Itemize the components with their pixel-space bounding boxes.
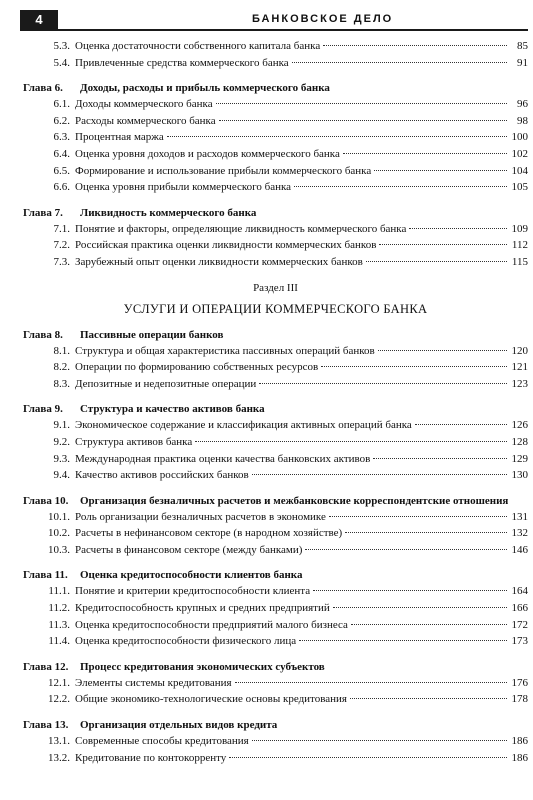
chapter-label: Глава 13. bbox=[23, 719, 69, 732]
chapter-title: Организация безналичных расчетов и межбанковские корреспондентские отношения bbox=[80, 494, 509, 507]
entry-page: 132 bbox=[511, 527, 528, 540]
chapter-title: Доходы, расходы и прибыль коммерческого банка bbox=[80, 82, 330, 95]
entry-number: 7.1. bbox=[53, 222, 70, 235]
entry-page: 186 bbox=[511, 751, 528, 764]
entry-page: 131 bbox=[511, 510, 528, 523]
table-of-contents bbox=[23, 38, 528, 766]
entry-title: Кредитоспособность крупных и средних предприятий bbox=[75, 602, 330, 615]
entry-page: 123 bbox=[511, 377, 528, 390]
entry-number: 7.3. bbox=[53, 255, 70, 268]
chapter-heading bbox=[23, 401, 528, 417]
entry-number: 10.2. bbox=[48, 527, 70, 540]
dot-leader bbox=[219, 120, 507, 121]
running-title: БАНКОВСКОЕ ДЕЛО bbox=[252, 13, 394, 25]
chapter-label: Глава 8. bbox=[23, 328, 63, 341]
entry-number: 8.3. bbox=[53, 377, 70, 390]
entry-number: 5.4. bbox=[53, 56, 70, 69]
entry-page: 128 bbox=[511, 435, 528, 448]
entry-title: Расчеты в нефинансовом секторе (в народном хозяйстве) bbox=[75, 527, 343, 540]
chapter-label: Глава 6. bbox=[23, 82, 63, 95]
dot-leader bbox=[350, 698, 507, 699]
toc-entry bbox=[23, 129, 528, 146]
chapter-heading bbox=[23, 205, 528, 221]
chapter-heading bbox=[23, 717, 528, 733]
dot-leader bbox=[329, 516, 507, 517]
chapter-label: Глава 11. bbox=[23, 569, 68, 582]
dot-leader bbox=[378, 350, 507, 351]
toc-entry bbox=[23, 96, 528, 113]
entry-title: Оценка кредитоспособности предприятий малого бизнеса bbox=[75, 618, 348, 631]
entry-page: 104 bbox=[511, 164, 528, 177]
toc-entry bbox=[23, 55, 528, 72]
dot-leader bbox=[333, 607, 507, 608]
entry-number: 6.3. bbox=[53, 131, 70, 144]
entry-number: 7.2. bbox=[53, 239, 70, 252]
entry-title: Расходы коммерческого банка bbox=[75, 114, 216, 127]
toc-entry bbox=[23, 525, 528, 542]
entry-title: Оценка уровня доходов и расходов коммерческого банка bbox=[75, 147, 340, 160]
entry-title: Процентная маржа bbox=[75, 131, 164, 144]
entry-title: Роль организации безналичных расчетов в экономике bbox=[75, 510, 326, 523]
dot-leader bbox=[313, 590, 507, 591]
dot-leader bbox=[299, 640, 507, 641]
toc-entry bbox=[23, 434, 528, 451]
entry-page: 172 bbox=[511, 618, 528, 631]
entry-page: 98 bbox=[517, 114, 528, 127]
entry-title: Расчеты в финансовом секторе (между банками) bbox=[75, 543, 303, 556]
toc-entry bbox=[23, 675, 528, 692]
entry-title: Структура и общая характеристика пассивных операций банков bbox=[75, 344, 375, 357]
dot-leader bbox=[195, 441, 507, 442]
entry-page: 120 bbox=[511, 344, 528, 357]
dot-leader bbox=[415, 424, 507, 425]
entry-number: 11.3. bbox=[48, 618, 70, 631]
entry-page: 105 bbox=[511, 181, 528, 194]
dot-leader bbox=[343, 153, 507, 154]
toc-entry bbox=[23, 179, 528, 196]
entry-number: 10.3. bbox=[48, 543, 70, 556]
entry-number: 6.5. bbox=[53, 164, 70, 177]
chapter-title: Структура и качество активов банка bbox=[80, 403, 265, 416]
entry-page: 102 bbox=[511, 147, 528, 160]
toc-entry bbox=[23, 617, 528, 634]
dot-leader bbox=[292, 62, 507, 63]
entry-title: Современные способы кредитования bbox=[75, 735, 249, 748]
entry-number: 12.2. bbox=[48, 693, 70, 706]
entry-number: 8.2. bbox=[53, 361, 70, 374]
section-label: Раздел III bbox=[253, 281, 298, 294]
dot-leader bbox=[167, 136, 507, 137]
entry-title: Кредитование по контокорренту bbox=[75, 751, 227, 764]
toc-entry bbox=[23, 509, 528, 526]
entry-page: 126 bbox=[511, 419, 528, 432]
toc-entry bbox=[23, 254, 528, 271]
dot-leader bbox=[321, 366, 507, 367]
entry-title: Качество активов российских банков bbox=[75, 469, 249, 482]
dot-leader bbox=[294, 186, 507, 187]
toc-entry bbox=[23, 237, 528, 254]
entry-page: 178 bbox=[511, 693, 528, 706]
entry-number: 13.1. bbox=[48, 735, 70, 748]
entry-title: Элементы системы кредитования bbox=[75, 676, 232, 689]
dot-leader bbox=[373, 458, 507, 459]
chapter-label: Глава 7. bbox=[23, 206, 63, 219]
entry-number: 13.2. bbox=[48, 751, 70, 764]
dot-leader bbox=[252, 740, 507, 741]
entry-title: Привлеченные средства коммерческого банка bbox=[75, 56, 289, 69]
entry-page: 164 bbox=[511, 585, 528, 598]
chapter-label: Глава 12. bbox=[23, 660, 69, 673]
entry-number: 9.3. bbox=[53, 452, 70, 465]
toc-entry bbox=[23, 583, 528, 600]
entry-page: 85 bbox=[517, 40, 528, 52]
entry-page: 121 bbox=[511, 361, 528, 374]
entry-page: 115 bbox=[511, 255, 528, 268]
entry-number: 11.1. bbox=[48, 585, 70, 598]
toc-entry bbox=[23, 38, 528, 55]
chapter-heading bbox=[23, 80, 528, 96]
chapter-heading bbox=[23, 567, 528, 583]
entry-page: 176 bbox=[511, 676, 528, 689]
toc-entry bbox=[23, 146, 528, 163]
toc-entry bbox=[23, 750, 528, 767]
entry-title: Оценка достаточности собственного капитала банка bbox=[75, 40, 321, 52]
chapter-heading bbox=[23, 659, 528, 675]
chapter-title: Ликвидность коммерческого банка bbox=[80, 206, 257, 219]
dot-leader bbox=[345, 532, 507, 533]
chapter-title: Организация отдельных видов кредита bbox=[80, 719, 278, 732]
entry-page: 100 bbox=[511, 131, 528, 144]
header-rule bbox=[20, 29, 528, 31]
entry-title: Оценка кредитоспособности физического лица bbox=[75, 635, 297, 648]
entry-title: Понятие и факторы, определяющие ликвидность коммерческого банка bbox=[75, 222, 407, 235]
entry-number: 6.6. bbox=[53, 181, 70, 194]
dot-leader bbox=[216, 103, 507, 104]
entry-page: 166 bbox=[511, 602, 528, 615]
dot-leader bbox=[259, 383, 507, 384]
dot-leader bbox=[235, 682, 507, 683]
entry-number: 6.4. bbox=[53, 147, 70, 160]
entry-number: 8.1. bbox=[53, 344, 70, 357]
entry-title: Формирование и использование прибыли коммерческого банка bbox=[75, 164, 372, 177]
entry-page: 130 bbox=[511, 469, 528, 482]
entry-title: Депозитные и недепозитные операции bbox=[75, 377, 257, 390]
entry-page: 186 bbox=[511, 735, 528, 748]
dot-leader bbox=[379, 244, 507, 245]
entry-title: Структура активов банка bbox=[75, 435, 193, 448]
chapter-title: Оценка кредитоспособности клиентов банка bbox=[80, 569, 303, 582]
entry-page: 112 bbox=[511, 239, 528, 252]
entry-number: 6.2. bbox=[53, 114, 70, 127]
entry-number: 9.4. bbox=[53, 469, 70, 482]
page-number: 4 bbox=[20, 10, 58, 29]
running-header bbox=[20, 10, 528, 30]
entry-title: Понятие и критерии кредитоспособности клиента bbox=[75, 585, 311, 598]
entry-number: 5.3. bbox=[53, 40, 70, 52]
entry-page: 91 bbox=[517, 56, 528, 69]
toc-entry bbox=[23, 163, 528, 180]
dot-leader bbox=[252, 474, 507, 475]
toc-entry bbox=[23, 221, 528, 238]
toc-entry bbox=[23, 376, 528, 393]
entry-title: Зарубежный опыт оценки ликвидности коммерческих банков bbox=[75, 255, 363, 268]
chapter-heading bbox=[23, 493, 528, 509]
entry-number: 9.1. bbox=[53, 419, 70, 432]
entry-title: Российская практика оценки ликвидности коммерческих банков bbox=[75, 239, 377, 252]
entry-title: Операции по формированию собственных ресурсов bbox=[75, 361, 319, 374]
toc-entry bbox=[23, 113, 528, 130]
entry-number: 10.1. bbox=[48, 510, 70, 523]
toc-entry bbox=[23, 691, 528, 708]
dot-leader bbox=[305, 549, 507, 550]
entry-page: 129 bbox=[511, 452, 528, 465]
toc-entry bbox=[23, 417, 528, 434]
section-title: УСЛУГИ И ОПЕРАЦИИ КОММЕРЧЕСКОГО БАНКА bbox=[123, 301, 428, 316]
dot-leader bbox=[366, 261, 507, 262]
toc-entry bbox=[23, 542, 528, 559]
dot-leader bbox=[409, 228, 507, 229]
entry-number: 11.4. bbox=[48, 635, 70, 648]
chapter-label: Глава 10. bbox=[23, 494, 69, 507]
toc-entry bbox=[23, 633, 528, 650]
entry-page: 109 bbox=[511, 222, 528, 235]
toc-entry bbox=[23, 451, 528, 468]
dot-leader bbox=[323, 45, 507, 46]
entry-title: Общие экономико-технологические основы кредитования bbox=[75, 693, 347, 706]
chapter-heading bbox=[23, 327, 528, 343]
toc-entry bbox=[23, 467, 528, 484]
entry-title: Экономическое содержание и классификация активных операций банка bbox=[75, 419, 412, 432]
entry-page: 173 bbox=[511, 635, 528, 648]
entry-title: Международная практика оценки качества банковских активов bbox=[75, 452, 371, 465]
dot-leader bbox=[229, 757, 507, 758]
chapter-title: Пассивные операции банков bbox=[80, 328, 224, 341]
entry-number: 6.1. bbox=[53, 98, 70, 111]
toc-entry bbox=[23, 359, 528, 376]
chapter-title: Процесс кредитования экономических субъектов bbox=[80, 660, 325, 673]
toc-entry bbox=[23, 733, 528, 750]
entry-number: 9.2. bbox=[53, 435, 70, 448]
entry-number: 12.1. bbox=[48, 676, 70, 689]
dot-leader bbox=[374, 170, 507, 171]
dot-leader bbox=[351, 624, 507, 625]
entry-number: 11.2. bbox=[48, 602, 70, 615]
chapter-label: Глава 9. bbox=[23, 403, 63, 416]
entry-title: Оценка уровня прибыли коммерческого банка bbox=[75, 181, 292, 194]
entry-page: 96 bbox=[517, 98, 528, 111]
toc-entry bbox=[23, 343, 528, 360]
entry-title: Доходы коммерческого банка bbox=[75, 98, 213, 111]
entry-page: 146 bbox=[511, 543, 528, 556]
toc-entry bbox=[23, 600, 528, 617]
